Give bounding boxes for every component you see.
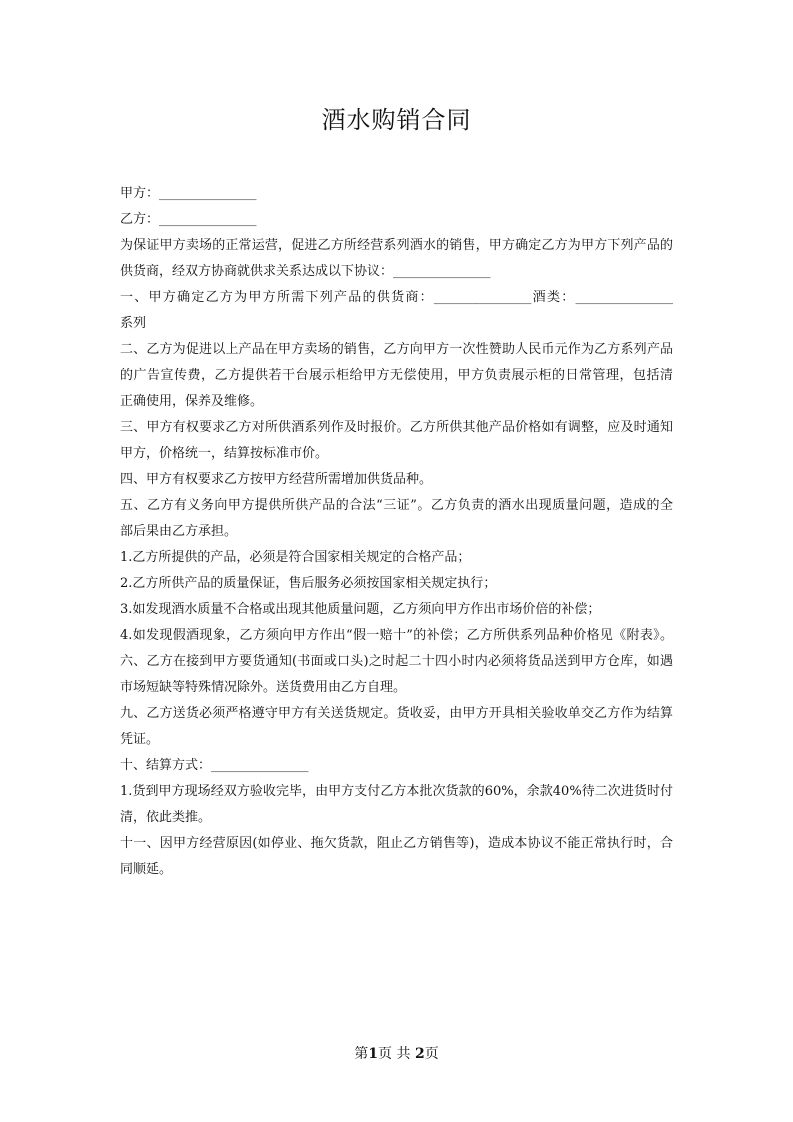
contract-line: 十一、因甲方经营原因(如停业、拖欠货款，阻止乙方销售等)，造成本协议不能正常执行时，合 (120, 836, 673, 851)
contract-line: 2.乙方所供产品的质量保证，售后服务必须按国家相关规定执行； (120, 576, 497, 591)
footer-middle: 页 共 (378, 1046, 415, 1062)
contract-line: 的广告宣传费，乙方提供若干台展示柜给甲方无偿使用，甲方负责展示柜的日常管理，包括清 (120, 368, 673, 383)
contract-line: 清，依此类推。 (120, 810, 212, 825)
contract-line: 甲方，价格统一，结算按标准市价。 (120, 446, 329, 461)
contract-line: 五、乙方有义务向甲方提供所供产品的合法“三证”。乙方负责的酒水出现质量问题，造成的全 (120, 498, 673, 513)
footer-prefix: 第 (354, 1046, 369, 1062)
contract-line: 同顺延。 (120, 862, 173, 877)
contract-line: 市场短缺等特殊情况除外。送货费用由乙方自理。 (120, 680, 407, 695)
contract-line: 为保证甲方卖场的正常运营，促进乙方所经营系列酒水的销售，甲方确定乙方为甲方下列产品的 (120, 238, 673, 253)
contract-line: 供货商，经双方协商就供求关系达成以下协议：_______________ (120, 264, 491, 279)
contract-line: 4.如发现假酒现象，乙方须向甲方作出“假一赔十”的补偿；乙方所供系列品种价格见《附表》。 (120, 628, 673, 643)
contract-line: 九、乙方送货必须严格遵守甲方有关送货规定。货收妥，由甲方开具相关验收单交乙方作为结算 (120, 706, 673, 721)
contract-line: 一、甲方确定乙方为甲方所需下列产品的供货商：_______________酒类：_______________ (120, 290, 673, 305)
contract-line: 甲方：_______________ (120, 186, 257, 201)
contract-line: 六、乙方在接到甲方要货通知(书面或口头)之时起二十四小时内必须将货品送到甲方仓库，如遇 (120, 654, 673, 669)
document-title: 酒水购销合同 (321, 106, 472, 134)
contract-line: 四、甲方有权要求乙方按甲方经营所需增加供货品种。 (120, 472, 433, 487)
contract-line: 二、乙方为促进以上产品在甲方卖场的销售，乙方向甲方一次性赞助人民币元作为乙方系列产品 (120, 342, 673, 357)
contract-line: 三、甲方有权要求乙方对所供酒系列作及时报价。乙方所供其他产品价格如有调整，应及时通知 (120, 420, 673, 435)
contract-line: 系列 (120, 316, 147, 331)
contract-line: 1.货到甲方现场经双方验收完毕，由甲方支付乙方本批次货款的60%，余款40%待二次进货时付 (120, 784, 673, 799)
contract-line: 3.如发现酒水质量不合格或出现其他质量问题，乙方须向甲方作出市场价倍的补偿； (120, 602, 601, 617)
contract-line: 十、结算方式：_______________ (120, 758, 309, 773)
contract-line: 部后果由乙方承担。 (120, 524, 238, 539)
contract-line: 1.乙方所提供的产品，必须是符合国家相关规定的合格产品； (120, 550, 471, 565)
page-footer (0, 1043, 793, 1063)
footer-total-pages: 2 (414, 1046, 425, 1062)
contract-line: 正确使用，保养及维修。 (120, 394, 264, 409)
footer-suffix: 页 (424, 1046, 439, 1062)
contract-line: 凭证。 (120, 732, 160, 747)
contract-line: 乙方：_______________ (120, 212, 257, 227)
footer-page-number: 1 (368, 1046, 379, 1062)
contract-body (120, 181, 673, 883)
